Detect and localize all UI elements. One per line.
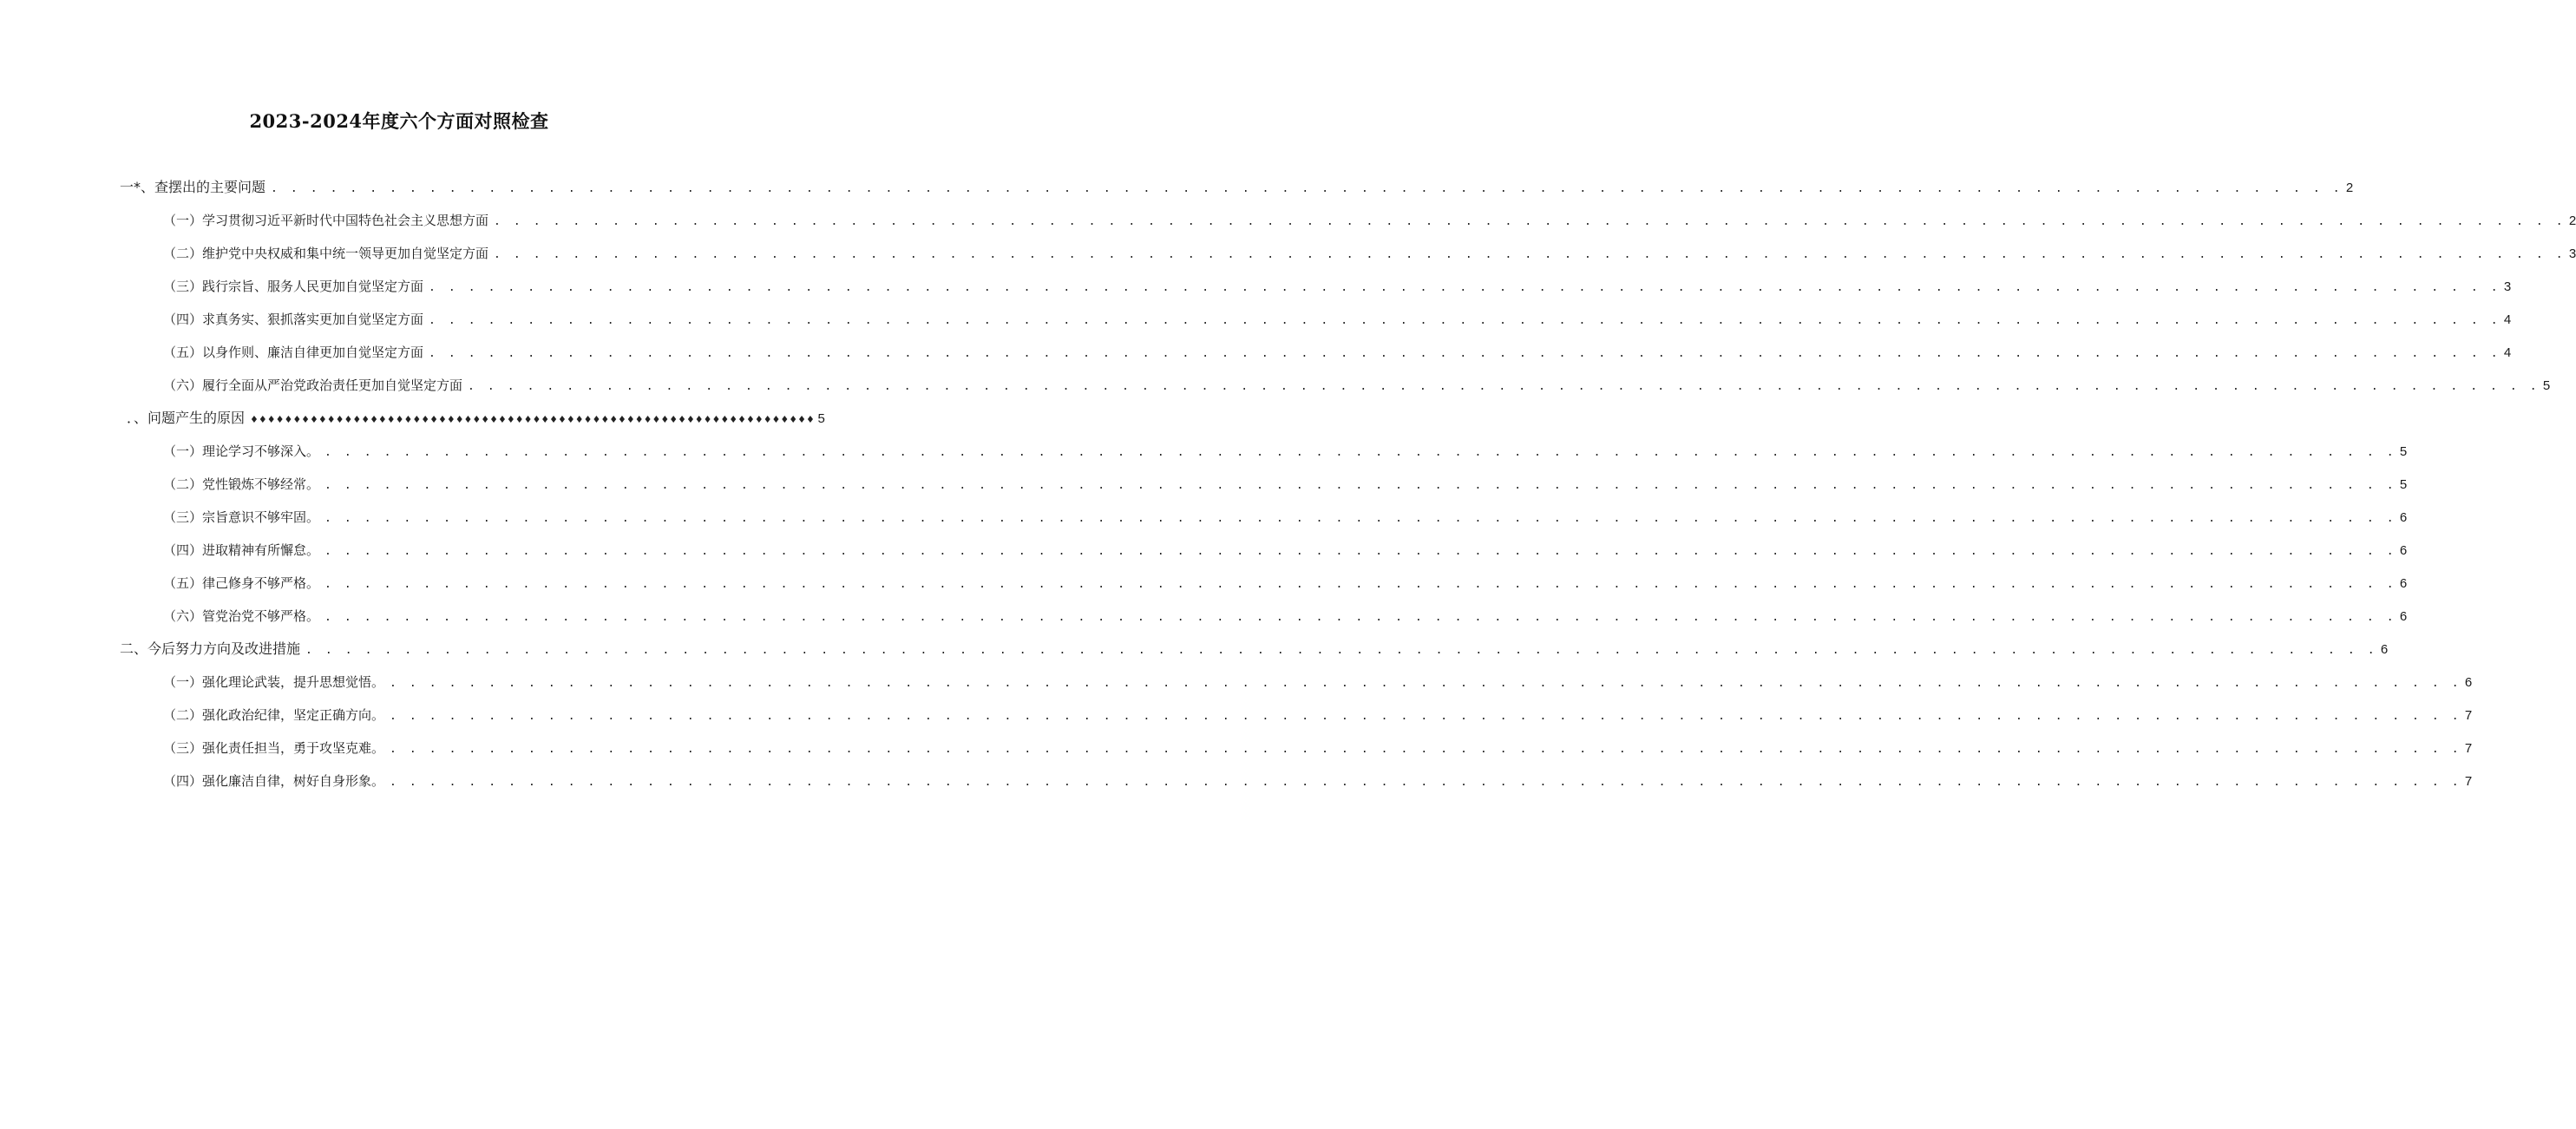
toc-leader: . . . . . . . . . . . . . . . . . . . . . . . . . . . . . . . . . . . . . . . . . . . . . . . . . . . . . . . . . . . . . . . . . . . . . . . . . . . . . . . . . . . . . . . . . . . . . . . . . . . . . . . . . (390, 743, 2462, 756)
toc-entry-text: （六）管党治党不够严格。 (163, 608, 320, 624)
toc-page-number: 3 (2568, 246, 2576, 261)
toc-entry[interactable] (163, 540, 2408, 561)
toc-leader: . . . . . . . . . . . . . . . . . . . . . . . . . . . . . . . . . . . . . . . . . . . . . . . . . . . . . . . . . . . . . . . . . . . . . . . . . . . . . . . . . . . . . . . . . . . . . . . . . . . . . . . . . (324, 578, 2397, 591)
toc-page-number: 4 (2503, 345, 2512, 360)
toc-page-number: 7 (2464, 708, 2473, 723)
toc-leader: . . . . . . . . . . . . . . . . . . . . . . . . . . . . . . . . . . . . . . . . . . . . . . . . . . . . . . . . . . . . . . . . . . . . . . . . . . . . . . . . . . . . . . . . . . . . . . . . . . . . . . . . . (390, 677, 2462, 690)
toc-entry[interactable] (163, 606, 2408, 627)
toc-entry[interactable] (163, 375, 2551, 396)
toc-leader: . . . . . . . . . . . . . . . . . . . . . . . . . . . . . . . . . . . . . . . . . . . . . . . . . . . . . . . . . . . . . . . . . . . . . . . . . . . . . . . . . . . . . . . . . . . . . . . . . . . . . . . . . (494, 248, 2566, 261)
toc-entry[interactable] (163, 276, 2512, 297)
toc-page-number: 6 (2464, 675, 2473, 690)
toc-page-number: 6 (2399, 510, 2408, 525)
toc-entry[interactable] (120, 177, 2354, 198)
toc-page-number: 6 (2399, 609, 2408, 624)
toc-entry[interactable] (163, 705, 2473, 725)
toc-page-number: 5 (2399, 477, 2408, 492)
toc-page-number: 6 (2399, 576, 2408, 591)
toc-entry-text: （六）履行全面从严治党政治责任更加自觉坚定方面 (163, 377, 463, 393)
toc-entry[interactable] (163, 474, 2408, 495)
toc-entry-text: （一）学习贯彻习近平新时代中国特色社会主义思想方面 (163, 213, 489, 228)
toc-entry[interactable] (163, 309, 2512, 330)
document-title: 2023-2024年度六个方面对照检查 (249, 110, 549, 132)
toc-page-number: 2 (2568, 213, 2576, 228)
toc-page-number: 7 (2464, 774, 2473, 789)
toc-entry[interactable] (163, 771, 2473, 791)
toc-entry[interactable] (163, 342, 2512, 363)
toc-entry[interactable] (163, 573, 2408, 594)
toc-page-number: 4 (2503, 312, 2512, 327)
toc-leader: . . . . . . . . . . . . . . . . . . . . . . . . . . . . . . . . . . . . . . . . . . . . . . . . . . . . . . . . . . . . . . . . . . . . . . . . . . . . . . . . . . . . . . . . . . . . . . . . . . . . . . . . . (324, 446, 2397, 459)
toc-entry-text: （四）求真务实、狠抓落实更加自觉坚定方面 (163, 312, 424, 327)
toc-entry-text: （五）以身作则、廉洁自律更加自觉坚定方面 (163, 345, 424, 360)
toc-page-number: 5 (2542, 378, 2551, 393)
toc-entry-text: （五）律己修身不够严格。 (163, 575, 320, 591)
toc-page-number: 6 (2399, 543, 2408, 558)
toc-page-number: 5 (817, 411, 825, 426)
toc-entry-text: （四）强化廉洁自律，树好自身形象。 (163, 773, 385, 789)
toc-page-number: 3 (2503, 279, 2512, 294)
toc-entry-text: （三）强化责任担当，勇于攻坚克难。 (163, 740, 385, 756)
toc-entry[interactable] (163, 672, 2473, 692)
toc-leader: . . . . . . . . . . . . . . . . . . . . . . . . . . . . . . . . . . . . . . . . . . . . . . . . . . . . . . . . . . . . . . . . . . . . . . . . . . . . . . . . . . . . . . . . . . . . . . . . . . . . . . . . . (494, 215, 2566, 228)
toc-leader: . . . . . . . . . . . . . . . . . . . . . . . . . . . . . . . . . . . . . . . . . . . . . . . . . . . . . . . . . . . . . . . . . . . . . . . . . . . . . . . . . . . . . . . . . . . . . . . . . . . . . . . . . (324, 611, 2397, 624)
toc-leader: . . . . . . . . . . . . . . . . . . . . . . . . . . . . . . . . . . . . . . . . . . . . . . . . . . . . . . . . . . . . . . . . . . . . . . . . . . . . . . . . . . . . . . . . . . . . . . . . . . . . . . . . . (429, 347, 2501, 360)
toc-entry-text: （二）维护党中央权威和集中统一领导更加自觉坚定方面 (163, 246, 489, 261)
toc-page-number: 5 (2399, 444, 2408, 459)
toc-entry-text: （二）强化政治纪律，坚定正确方向。 (163, 707, 385, 723)
toc-leader: . . . . . . . . . . . . . . . . . . . . . . . . . . . . . . . . . . . . . . . . . . . . . . . . . . . . . . . . . . . . . . . . . . . . . . . . . . . . . . . . . . . . . . . . . . . . . . . . . . . . . . . . . (324, 512, 2397, 525)
toc-entry-text: 二、今后努力方向及改进措施 (120, 640, 301, 657)
toc-page-number: 7 (2464, 741, 2473, 756)
toc-leader: . . . . . . . . . . . . . . . . . . . . . . . . . . . . . . . . . . . . . . . . . . . . . . . . . . . . . . . . . . . . . . . . . . . . . . . . . . . . . . . . . . . . . . . . . . . . . . . . . . . . . . . . . (468, 380, 2540, 393)
toc-entry[interactable] (127, 408, 825, 429)
toc-entry-text: 一*、查摆出的主要问题 (120, 179, 266, 195)
toc-entry[interactable] (163, 441, 2408, 462)
toc-leader: . . . . . . . . . . . . . . . . . . . . . . . . . . . . . . . . . . . . . . . . . . . . . . . . . . . . . . . . . . . . . . . . . . . . . . . . . . . . . . . . . . . . . . . . . . . . . . . . . . . . . . . . . (429, 314, 2501, 327)
toc-leader: . . . . . . . . . . . . . . . . . . . . . . . . . . . . . . . . . . . . . . . . . . . . . . . . . . . . . . . . . . . . . . . . . . . . . . . . . . . . . . . . . . . . . . . . . . . . . . . . . . . . . . . . . (271, 182, 2343, 195)
toc-leader: . . . . . . . . . . . . . . . . . . . . . . . . . . . . . . . . . . . . . . . . . . . . . . . . . . . . . . . . . . . . . . . . . . . . . . . . . . . . . . . . . . . . . . . . . . . . . . . . . . . . . . . . . (429, 281, 2501, 294)
toc-leader: . . . . . . . . . . . . . . . . . . . . . . . . . . . . . . . . . . . . . . . . . . . . . . . . . . . . . . . . . . . . . . . . . . . . . . . . . . . . . . . . . . . . . . . . . . . . . . . . . . . . . . . . . (305, 644, 2378, 657)
toc-entry-text: （一）理论学习不够深入。 (163, 443, 320, 459)
toc-entry[interactable] (163, 210, 2576, 231)
toc-entry[interactable] (163, 243, 2576, 264)
toc-leader-diamond: ♦♦♦♦♦♦♦♦♦♦♦♦♦♦♦♦♦♦♦♦♦♦♦♦♦♦♦♦♦♦♦♦♦♦♦♦♦♦♦♦♦♦♦♦♦♦♦♦♦♦♦♦♦♦♦♦♦♦♦♦♦♦♦♦♦♦ (250, 414, 815, 425)
toc-entry-text: ．、问题产生的原因 (127, 410, 246, 426)
toc-entry-text: （二）党性锻炼不够经常。 (163, 476, 320, 492)
toc-entry-text: （三）践行宗旨、服务人民更加自觉坚定方面 (163, 279, 424, 294)
toc-entry[interactable] (163, 507, 2408, 528)
toc-entry-text: （一）强化理论武装，提升思想觉悟。 (163, 674, 385, 690)
toc-entry-text: （三）宗旨意识不够牢固。 (163, 509, 320, 525)
toc-entry-text: （四）进取精神有所懈怠。 (163, 542, 320, 558)
toc-leader: . . . . . . . . . . . . . . . . . . . . . . . . . . . . . . . . . . . . . . . . . . . . . . . . . . . . . . . . . . . . . . . . . . . . . . . . . . . . . . . . . . . . . . . . . . . . . . . . . . . . . . . . . (324, 479, 2397, 492)
toc-leader: . . . . . . . . . . . . . . . . . . . . . . . . . . . . . . . . . . . . . . . . . . . . . . . . . . . . . . . . . . . . . . . . . . . . . . . . . . . . . . . . . . . . . . . . . . . . . . . . . . . . . . . . . (324, 545, 2397, 558)
toc-entry[interactable] (120, 639, 2389, 660)
toc-leader: . . . . . . . . . . . . . . . . . . . . . . . . . . . . . . . . . . . . . . . . . . . . . . . . . . . . . . . . . . . . . . . . . . . . . . . . . . . . . . . . . . . . . . . . . . . . . . . . . . . . . . . . . (390, 710, 2462, 723)
toc-page-number: 2 (2345, 181, 2354, 195)
toc-leader: . . . . . . . . . . . . . . . . . . . . . . . . . . . . . . . . . . . . . . . . . . . . . . . . . . . . . . . . . . . . . . . . . . . . . . . . . . . . . . . . . . . . . . . . . . . . . . . . . . . . . . . . . (390, 776, 2462, 789)
toc-entry[interactable] (163, 738, 2473, 758)
toc-page-number: 6 (2380, 642, 2389, 657)
